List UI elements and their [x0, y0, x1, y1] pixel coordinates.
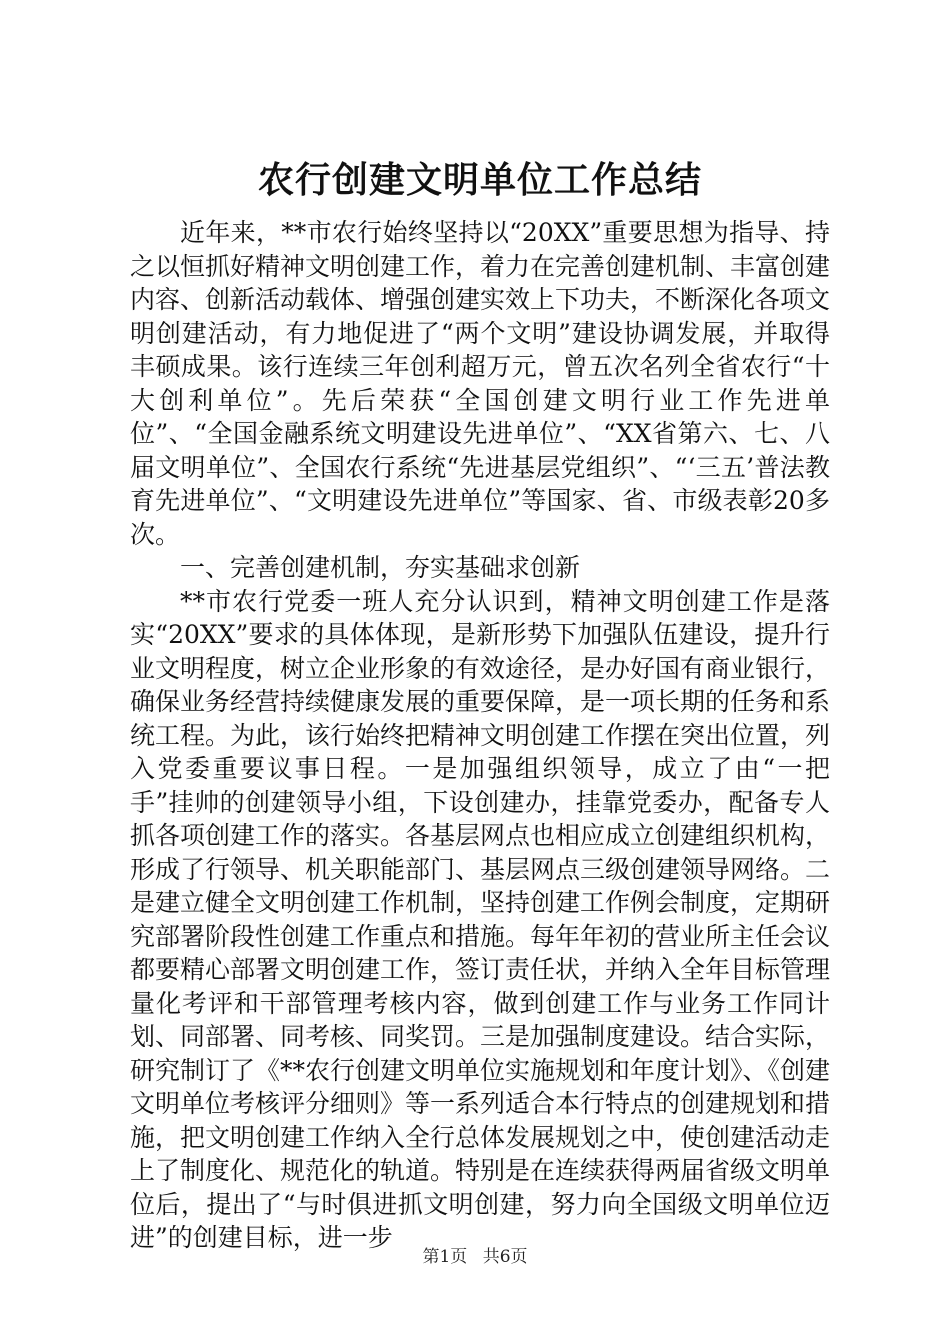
document-page — [130, 150, 830, 1255]
page-total: 共6页 — [482, 1247, 528, 1267]
section-heading-1: 一、完善创建机制，夯实基础求创新 — [180, 553, 581, 582]
document-body — [130, 216, 830, 1255]
page-number: 第1页 — [422, 1247, 468, 1267]
paragraph-intro: 近年来，**市农行始终坚持以“20XX”重要思想为指导、持之以恒抓好精神文明创建工作，着力在完善创建机制、丰富创建内容、创新活动载体、增强创建实效上下功夫，不断深化各项文明创建活动，有力地促进了“两个文明”建设协调发展，并取得丰硕成果。该行连续三年创利超万元，曾五次名列全省农行“十大创利单位”。先后荣获“全国创建文明行业工作先进单位”、“全国金融系统文明建设先进单位”、“XX省第六、七、八届文明单位”、全国农行系统“先进基层党组织”、“‘三五’普法教育先进单位”、“文明建设先进单位”等国家、省、市级表彰20多次。 — [130, 218, 831, 549]
document-title: 农行创建文明单位工作总结 — [257, 159, 702, 201]
page-footer — [0, 1245, 950, 1269]
paragraph-section-1: **市农行党委一班人充分认识到，精神文明创建工作是落实“20XX”要求的具体体现，是新形势下加强队伍建设，提升行业文明程度，树立企业形象的有效途径，是办好国有商业银行，确保业务经营持续健康发展的重要保障，是一项长期的任务和系统工程。为此，该行始终把精神文明创建工作摆在突出位置，列入党委重要议事日程。一是加强组织领导，成立了由“一把手”挂帅的创建领导小组，下设创建办，挂靠党委办，配备专人抓各项创建工作的落实。各基层网点也相应成立创建组织机构，形成了行领导、机关职能部门、基层网点三级创建领导网络。二是建立健全文明创建工作机制，坚持创建工作例会制度，定期研究部署阶段性创建工作重点和措施。每年年初的营业所主任会议都要精心部署文明创建工作，签订责任状，并纳入全年目标管理量化考评和干部管理考核内容，做到创建工作与业务工作同计划、同部署、同考核、同奖罚。三是加强制度建设。结合实际，研究制订了《**农行创建文明单位实施规划和年度计划》、《创建文明单位考核评分细则》等一系列适合本行特点的创建规划和措施，把文明创建工作纳入全行总体发展规划之中，使创建活动走上了制度化、规范化的轨道。特别是在连续获得两届省级文明单位后，提出了“与时俱进抓文明创建，努力向全国级文明单位迈进”的创建目标，进一步 — [130, 586, 831, 1252]
